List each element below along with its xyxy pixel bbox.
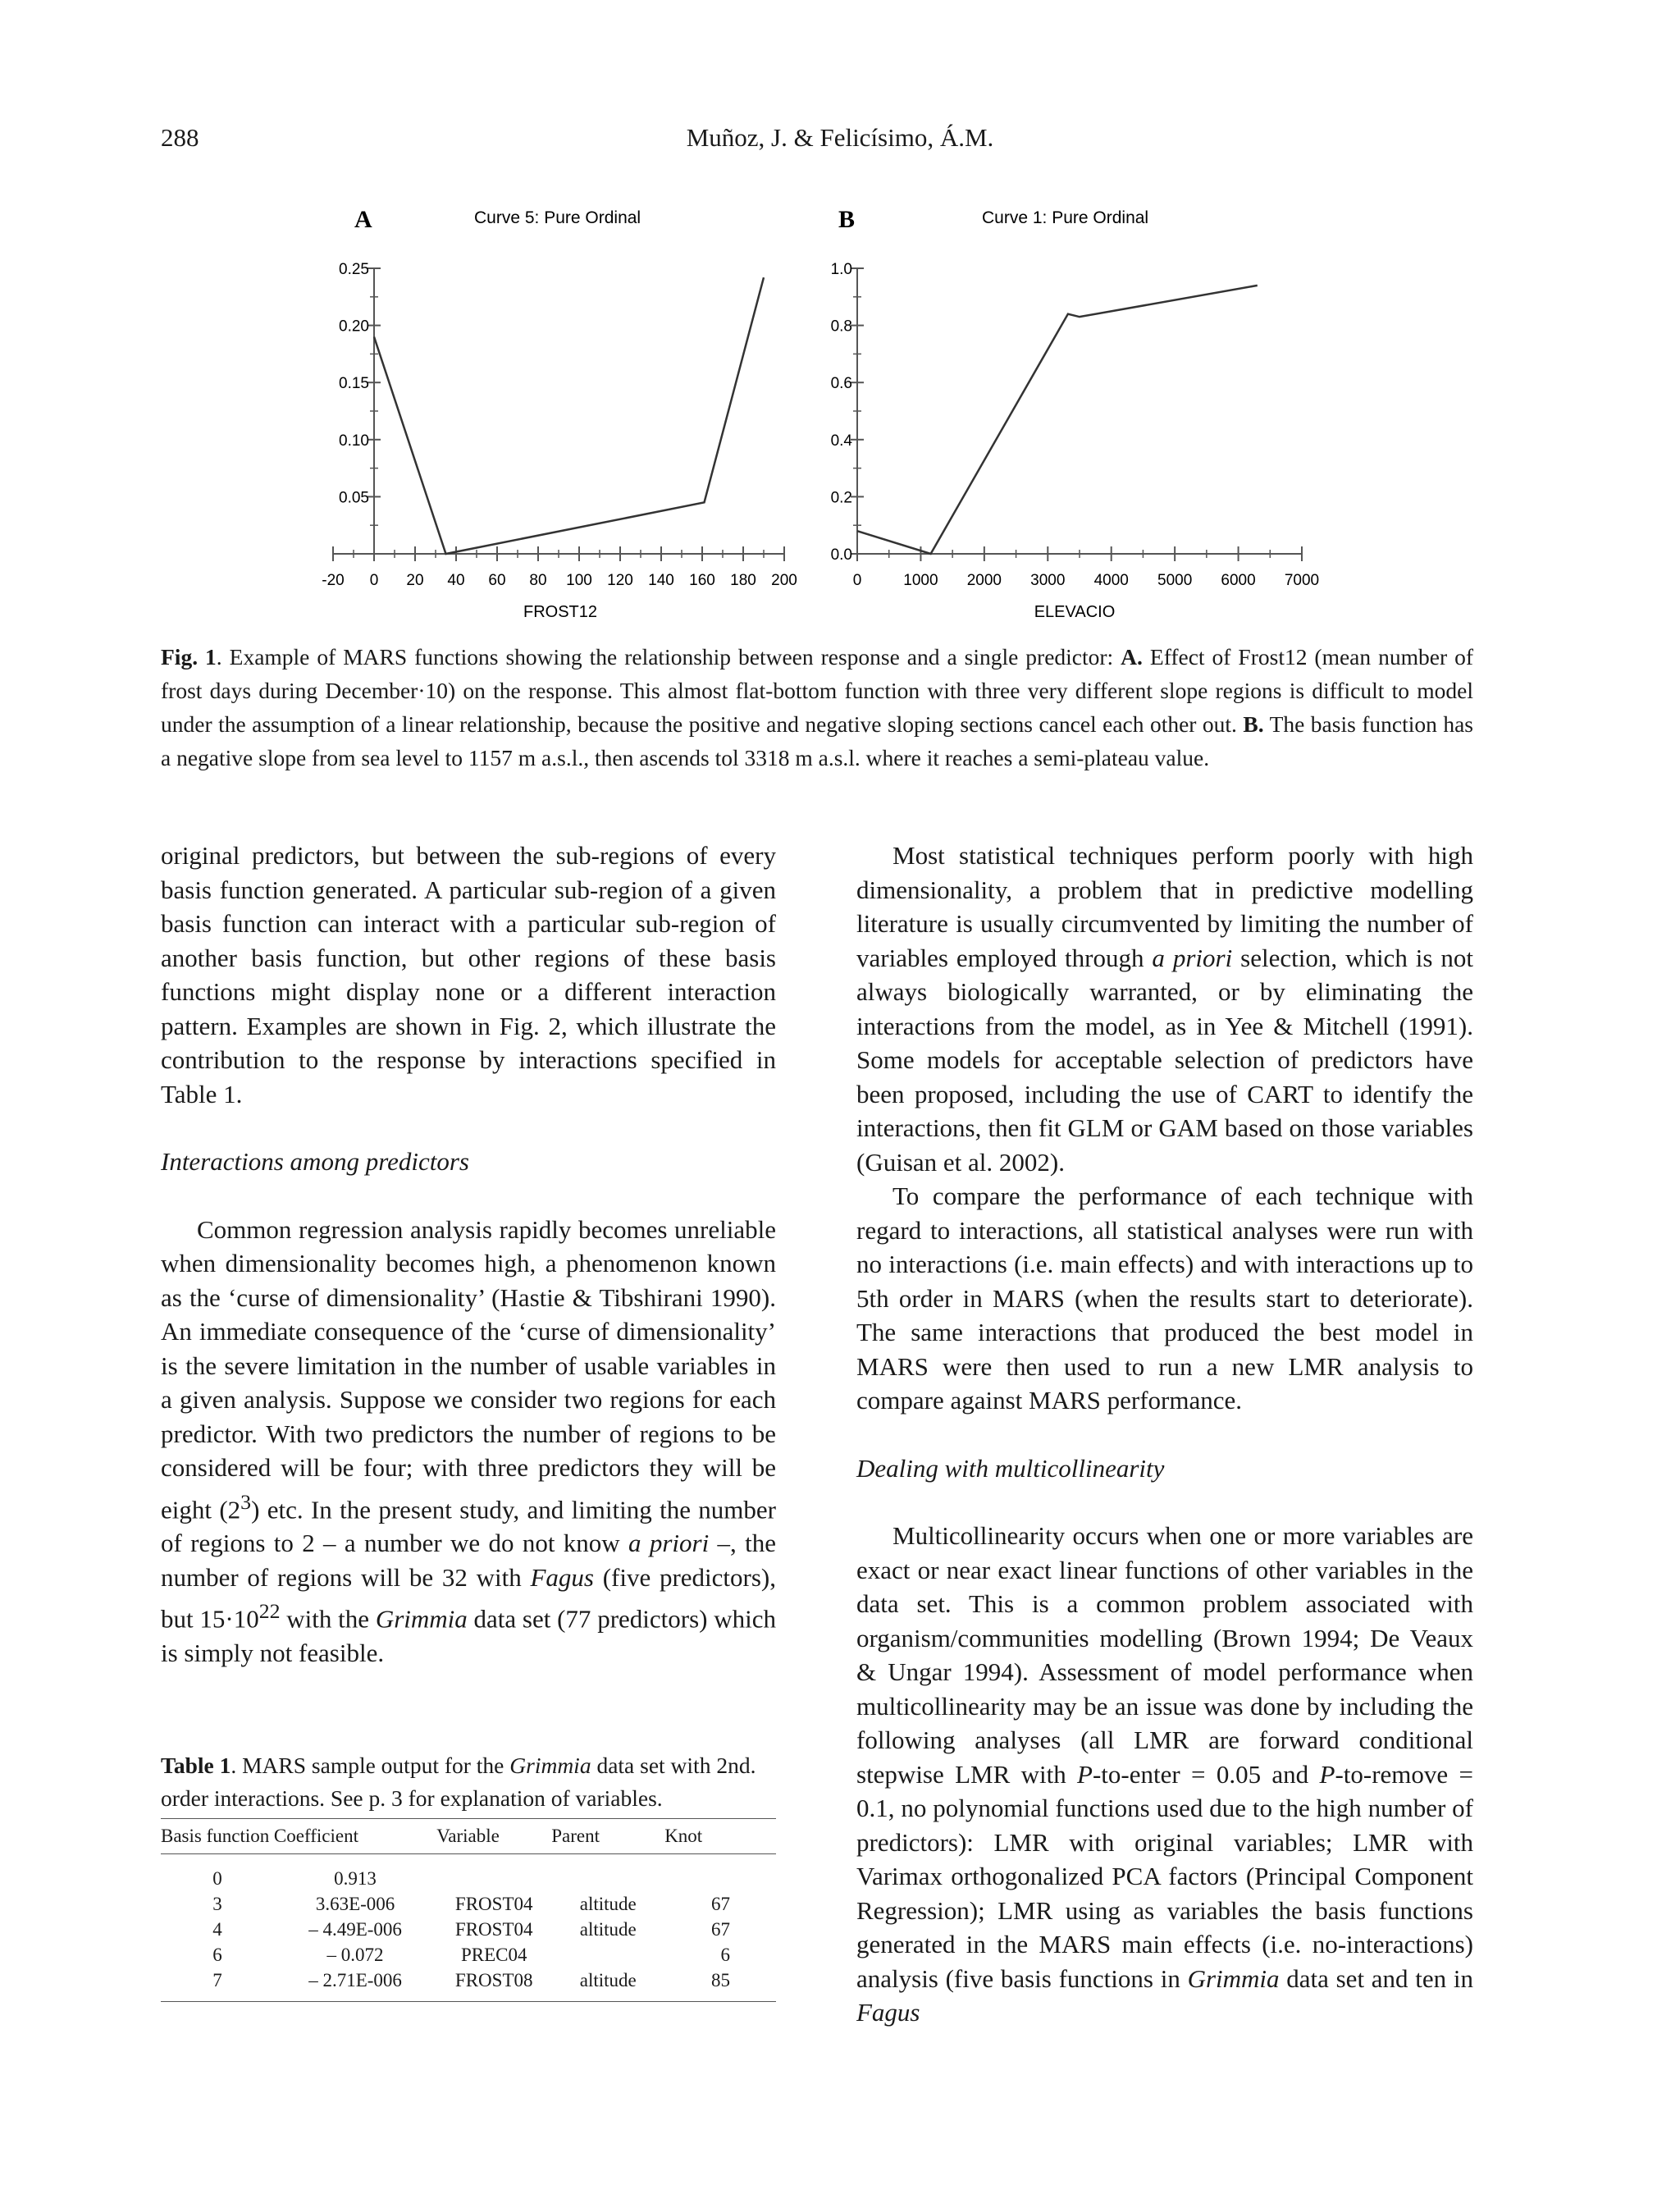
x-tick-label: 120: [607, 572, 633, 589]
x-tick-label: 200: [771, 572, 797, 589]
table-cell: 0.913: [334, 1867, 377, 1889]
x-tick-label: 4000: [1093, 572, 1129, 589]
right-column: [856, 839, 1473, 2030]
x-tick-label: 2000: [966, 572, 1002, 589]
superscript: 3: [240, 1489, 252, 1514]
running-header-authors: Muñoz, J. & Felicísimo, Á.M.: [686, 123, 994, 152]
emphasis: Grimmia: [509, 1753, 591, 1778]
table-cell: FROST04: [454, 1893, 533, 1914]
x-tick-label: 60: [488, 572, 506, 589]
figure-1: [0, 0, 1680, 640]
x-tick-label: 20: [406, 572, 424, 589]
table-cell: [551, 1854, 664, 1892]
emphasis: P: [1319, 1759, 1335, 1789]
x-tick-label: -20: [322, 572, 345, 589]
table-row: [161, 1854, 776, 1892]
emphasis: Grimmia: [1187, 1963, 1280, 1993]
table-cell: FROST08: [436, 1968, 551, 2002]
table-row: [161, 1891, 776, 1917]
table-row: [161, 1968, 776, 2002]
table-caption-label: Table 1: [161, 1753, 231, 1778]
text: data set and ten in: [1279, 1963, 1473, 1993]
x-tick-label: 7000: [1284, 572, 1320, 589]
panel-a-title: Curve 5: Pure Ordinal: [474, 208, 641, 227]
table-cell: [664, 1854, 776, 1892]
paragraph: [161, 1213, 776, 1671]
table-cell: altitude: [551, 1968, 664, 2002]
table-cell: – 0.072: [326, 1944, 384, 1965]
paragraph: To compare the performance of each technique with regard to interactions, all statistical analyses were run with no interactions (i.e. main effects) and with interactions up to 5th order in MARS (when the results start to deteriorate). The same interactions that produced the best model in MARS were then used to run a new LMR analysis to compare against MARS performance.: [856, 1181, 1473, 1415]
emphasis: Fagus: [856, 1998, 920, 2027]
caption-text: . Example of MARS functions showing the relationship between response and a single predictor:: [216, 644, 1121, 670]
y-tick-label: 0.25: [339, 261, 369, 278]
text: with the: [280, 1604, 376, 1634]
text: data set with 2nd. order interactions. See p. 3 for explanation of variables.: [161, 1753, 756, 1811]
panel-a-axes: [322, 261, 797, 589]
text: selection, which is not always biologically warranted, or by eliminating the interactions from the model, as in Yee & Mitchell (1991). Some models for acceptable selection of predictors have been proposed, including the use of CART to identify the interactions, then fit GLM or GAM based on those variables (Guisan et al. 2002).: [856, 943, 1474, 1177]
paragraph: original predictors, but between the sub-regions of every basis function generated. A particular sub-region of a given basis function can interact with a particular sub-region of another basis function, but other regions of these basis functions might display none or a different interaction pattern. Examples are shown in Fig. 2, which illustrate the contribution to the response by interactions specified in Table 1.: [161, 841, 776, 1108]
paragraph: [856, 839, 1473, 1179]
table-header: Basis function: [161, 1819, 274, 1854]
panel-b-axes: [831, 261, 1320, 589]
table-cell: [436, 1854, 551, 1892]
caption-a-label: A.: [1121, 644, 1143, 670]
table-cell: 85: [664, 1968, 776, 2002]
x-tick-label: 0: [852, 572, 862, 589]
text: . MARS sample output for the: [231, 1753, 510, 1778]
emphasis: P: [1077, 1759, 1093, 1789]
figure-caption: [161, 640, 1473, 775]
panel-b-title: Curve 1: Pure Ordinal: [982, 208, 1149, 227]
x-tick-label: 0: [369, 572, 379, 589]
y-tick-label: 0.0: [830, 546, 852, 564]
emphasis: Fagus: [530, 1562, 594, 1592]
text: Common regression analysis rapidly becomes unreliable when dimensionality becomes high, a phenomenon known as the ‘curse of dimensionality’ (Hastie & Tibshirani 1990). An immediate consequence of the ‘curse of dimensionality’ is the severe limitation in the number of usable variables in a given analysis. Suppose we consider two regions for each predictor. With two predictors the number of regions to be considered will be four; with three predictors they will be eight (2: [161, 1214, 776, 1524]
panel-b-label: B: [838, 206, 856, 233]
table-cell: 0: [212, 1867, 222, 1889]
table-cell: 4: [212, 1918, 222, 1940]
x-tick-label: 180: [730, 572, 756, 589]
y-tick-label: 1.0: [830, 261, 852, 278]
table-1: [161, 1818, 776, 2002]
table-cell: 67: [711, 1893, 730, 1914]
y-tick-label: 0.05: [339, 489, 369, 507]
text: ) etc. In the present study, and limiting the number of regions to 2 – a number we do not know: [161, 1494, 776, 1558]
y-tick-label: 0.20: [339, 318, 369, 336]
table-cell: – 2.71E-006: [274, 1968, 436, 2002]
table-cell: 3: [212, 1893, 222, 1914]
panel-a-xlabel: FROST12: [523, 603, 598, 621]
table-cell: FROST04: [454, 1918, 533, 1940]
y-tick-label: 0.8: [830, 318, 852, 336]
x-tick-label: 140: [648, 572, 674, 589]
y-tick-label: 0.4: [830, 432, 852, 450]
series-line: [374, 277, 764, 554]
section-heading: Dealing with multicollinearity: [856, 1453, 1165, 1483]
text: -to-remove = 0.1, no polynomial functions used due to the high number of predictors): LMR with original variables; LMR with Varimax orthogonalized PCA factors (Principal Component Regression); LMR using as variables the basis functions generated in the MARS main effects (i.e. no-interactions) analysis (five basis functions in: [856, 1759, 1473, 1993]
table-cell: 6: [720, 1944, 730, 1965]
text: Multicollinearity occurs when one or more variables are exact or near exact linear functions of other variables in the data set. This is a common problem associated with organism/communities modelling (Brown 1994; De Veaux & Ungar 1994). Assessment of model performance when multicollinearity may be an issue was done by including the following analyses (all LMR are forward conditional stepwise LMR with: [856, 1521, 1473, 1789]
table-caption: [161, 1749, 776, 1815]
x-tick-label: 160: [689, 572, 715, 589]
paragraph: [856, 1519, 1473, 2030]
table-cell: – 4.49E-006: [308, 1918, 402, 1940]
table-cell: [551, 1942, 664, 1968]
table-cell: altitude: [579, 1893, 637, 1914]
y-tick-label: 0.2: [830, 489, 852, 507]
table-header: Variable: [436, 1819, 551, 1854]
table-cell: 7: [161, 1968, 274, 2002]
left-column: [161, 839, 776, 1671]
page-number: 288: [161, 123, 199, 152]
x-tick-label: 3000: [1030, 572, 1066, 589]
text: Most statistical techniques perform poorly with high dimensionality, a problem that in predictive modelling literature is usually circumvented by limiting the number of variables employed through: [856, 841, 1473, 972]
x-tick-label: 40: [447, 572, 465, 589]
y-tick-label: 0.15: [339, 375, 369, 393]
caption-text: Effect of Frost12 (mean number of frost days during December·10) on the response. This almost flat-bottom function with three very different slope regions is difficult to model under the assumption of a linear relationship, because the positive and negative sloping sections cancel each other out.: [161, 644, 1473, 737]
x-tick-label: 100: [566, 572, 592, 589]
table-cell: PREC04: [460, 1944, 527, 1965]
text: (five predictors), but 15·10: [161, 1562, 776, 1634]
emphasis: a priori: [1152, 943, 1233, 972]
caption-label: Fig. 1: [161, 644, 217, 670]
y-tick-label: 0.10: [339, 432, 369, 450]
x-tick-label: 6000: [1221, 572, 1256, 589]
text: -to-enter = 0.05 and: [1092, 1759, 1320, 1789]
table-header: Parent: [551, 1819, 664, 1854]
table-row: [161, 1942, 776, 1968]
table-row: [161, 1917, 776, 1942]
superscript: 22: [258, 1599, 281, 1624]
panel-a-label: A: [354, 206, 372, 233]
table-cell: 3.63E-006: [315, 1893, 395, 1914]
section-heading: Interactions among predictors: [161, 1147, 469, 1176]
emphasis: Grimmia: [375, 1604, 468, 1634]
text: data set (77 predictors) which is simply not feasible.: [161, 1604, 776, 1668]
table-cell: altitude: [579, 1918, 637, 1940]
y-tick-label: 0.6: [830, 375, 852, 393]
table-cell: 6: [212, 1944, 222, 1965]
x-tick-label: 80: [529, 572, 547, 589]
text: –, the number of regions will be 32 with: [161, 1529, 777, 1592]
caption-b-label: B.: [1243, 711, 1264, 737]
emphasis: a priori: [628, 1529, 710, 1558]
panel-b-xlabel: ELEVACIO: [1034, 603, 1116, 621]
caption-text: The basis function has a negative slope from sea level to 1157 m a.s.l., then ascends tol 3318 m a.s.l. where it reaches a semi-plateau value.: [161, 711, 1473, 770]
table-header: Knot: [664, 1819, 776, 1854]
table-header: Coefficient: [274, 1819, 436, 1854]
x-tick-label: 5000: [1157, 572, 1193, 589]
table-cell: 67: [711, 1918, 730, 1940]
x-tick-label: 1000: [903, 572, 938, 589]
series-line: [857, 286, 1258, 554]
